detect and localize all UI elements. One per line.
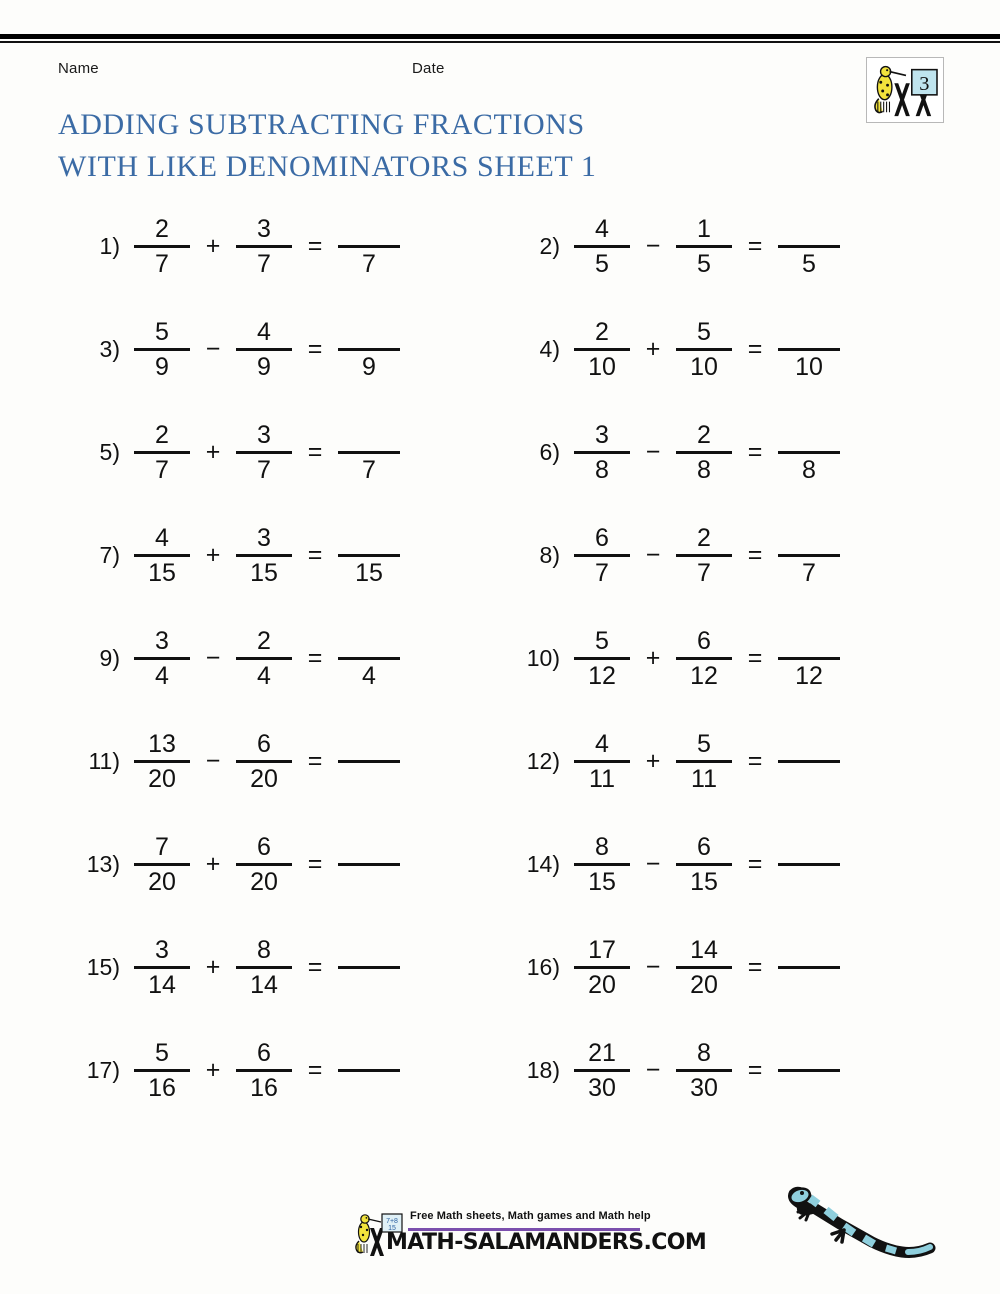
salamander-illustration (780, 1178, 940, 1260)
operand-b-denominator: 15 (690, 867, 718, 896)
operand-b-denominator: 5 (697, 249, 711, 278)
equals-symbol: = (307, 746, 323, 775)
operator-symbol: − (205, 643, 221, 672)
answer-denominator: 15 (355, 558, 383, 587)
operand-a-denominator: 30 (588, 1073, 616, 1102)
fraction-bar (574, 863, 630, 866)
equals-symbol: = (747, 643, 763, 672)
problem-number: 1) (99, 232, 120, 259)
fraction (676, 317, 732, 382)
fraction-bar (338, 451, 400, 454)
operand-a-denominator: 7 (155, 455, 169, 484)
fraction (574, 420, 630, 485)
worksheet-header (58, 60, 960, 84)
fraction-bar (236, 451, 292, 454)
answer-numerator-blank[interactable] (366, 626, 373, 656)
fraction (236, 729, 292, 794)
fraction-bar (236, 966, 292, 969)
problem-18 (518, 1020, 840, 1120)
answer-numerator-blank[interactable] (366, 317, 373, 347)
equals-symbol: = (307, 849, 323, 878)
answer-fraction[interactable] (338, 317, 400, 382)
answer-numerator-blank[interactable] (806, 523, 813, 553)
equals-symbol: = (747, 231, 763, 260)
fraction (134, 729, 190, 794)
operand-b-numerator: 6 (257, 1038, 271, 1067)
problem-number: 9) (99, 644, 120, 671)
operand-a-numerator: 5 (155, 1038, 169, 1067)
problem-number: 8) (539, 541, 560, 568)
math-salamanders-logo (866, 57, 944, 123)
operand-b-denominator: 7 (257, 249, 271, 278)
operand-a-denominator: 12 (588, 661, 616, 690)
svg-text:15: 15 (388, 1225, 396, 1232)
operand-a-denominator: 7 (595, 558, 609, 587)
problem-number: 10) (526, 644, 560, 671)
equals-symbol: = (307, 643, 323, 672)
operand-b-numerator: 14 (690, 935, 718, 964)
operand-a-denominator: 4 (155, 661, 169, 690)
answer-blank-line[interactable] (338, 834, 400, 894)
answer-rule (338, 760, 400, 763)
answer-denominator: 8 (802, 455, 816, 484)
operand-b-numerator: 2 (697, 420, 711, 449)
answer-denominator: 10 (795, 352, 823, 381)
operand-a-numerator: 8 (595, 832, 609, 861)
fraction (676, 1038, 732, 1103)
fraction-bar (778, 554, 840, 557)
fraction (236, 214, 292, 279)
equals-symbol: = (747, 746, 763, 775)
fraction-bar (574, 245, 630, 248)
fraction (676, 523, 732, 588)
answer-denominator: 5 (802, 249, 816, 278)
fraction (236, 317, 292, 382)
fraction-bar (778, 451, 840, 454)
fraction-bar (236, 554, 292, 557)
operator-symbol: + (205, 231, 221, 260)
fraction-bar (676, 966, 732, 969)
operand-b-numerator: 2 (697, 523, 711, 552)
operand-b-numerator: 2 (257, 626, 271, 655)
answer-fraction[interactable] (778, 214, 840, 279)
operator-symbol: − (645, 540, 661, 569)
answer-rule (778, 1069, 840, 1072)
fraction (676, 626, 732, 691)
answer-fraction[interactable] (338, 214, 400, 279)
operand-b-numerator: 6 (697, 832, 711, 861)
problem-11 (78, 711, 400, 811)
fraction-bar (134, 1069, 190, 1072)
operand-b-numerator: 1 (697, 214, 711, 243)
problem-row (0, 608, 1000, 711)
operand-a-denominator: 14 (148, 970, 176, 999)
fraction-bar (574, 1069, 630, 1072)
answer-numerator-blank[interactable] (806, 626, 813, 656)
fraction-bar (778, 657, 840, 660)
problem-16 (518, 917, 840, 1017)
fraction-bar (236, 760, 292, 763)
operand-a-numerator: 2 (595, 317, 609, 346)
fraction-bar (134, 657, 190, 660)
fraction-bar (574, 760, 630, 763)
operator-symbol: + (205, 540, 221, 569)
footer-tagline: Free Math sheets, Math games and Math help (410, 1210, 651, 1222)
operand-b-denominator: 20 (250, 764, 278, 793)
problem-number: 15) (86, 953, 120, 980)
fraction (134, 935, 190, 1000)
operand-b-denominator: 10 (690, 352, 718, 381)
operand-a-denominator: 7 (155, 249, 169, 278)
fraction (676, 832, 732, 897)
fraction (134, 523, 190, 588)
operand-b-numerator: 6 (257, 729, 271, 758)
answer-rule (338, 1069, 400, 1072)
problem-number: 16) (526, 953, 560, 980)
operator-symbol: + (205, 1055, 221, 1084)
answer-fraction[interactable] (778, 420, 840, 485)
fraction-bar (338, 348, 400, 351)
problem-number: 7) (99, 541, 120, 568)
operand-a-denominator: 20 (148, 764, 176, 793)
fraction-bar (338, 657, 400, 660)
problem-number: 13) (86, 850, 120, 877)
answer-rule (778, 863, 840, 866)
answer-fraction[interactable] (338, 626, 400, 691)
site-footer (352, 1206, 707, 1262)
operand-a-numerator: 2 (155, 420, 169, 449)
logo-artwork (867, 58, 943, 122)
operand-b-denominator: 20 (690, 970, 718, 999)
answer-blank-line[interactable] (778, 937, 840, 997)
operand-a-denominator: 16 (148, 1073, 176, 1102)
answer-blank-line[interactable] (778, 834, 840, 894)
operand-b-numerator: 5 (697, 729, 711, 758)
fraction (574, 626, 630, 691)
fraction-bar (236, 1069, 292, 1072)
fraction-bar (134, 966, 190, 969)
fraction-bar (676, 1069, 732, 1072)
answer-numerator-blank[interactable] (366, 420, 373, 450)
problem-2 (518, 196, 840, 296)
operand-a-numerator: 2 (155, 214, 169, 243)
fraction-bar (676, 760, 732, 763)
problem-list (0, 196, 1000, 1123)
operand-b-numerator: 8 (697, 1038, 711, 1067)
equals-symbol: = (307, 334, 323, 363)
answer-blank-line[interactable] (338, 731, 400, 791)
problem-10 (518, 608, 840, 708)
answer-numerator-blank[interactable] (806, 420, 813, 450)
operand-a-numerator: 4 (595, 729, 609, 758)
fraction (134, 626, 190, 691)
operand-a-denominator: 8 (595, 455, 609, 484)
fraction-bar (236, 348, 292, 351)
operand-b-numerator: 4 (257, 317, 271, 346)
equals-symbol: = (747, 437, 763, 466)
operator-symbol: − (205, 334, 221, 363)
problem-14 (518, 814, 840, 914)
operand-b-numerator: 6 (697, 626, 711, 655)
problem-number: 5) (99, 438, 120, 465)
fraction-bar (134, 760, 190, 763)
fraction-bar (676, 245, 732, 248)
operand-a-denominator: 20 (588, 970, 616, 999)
operand-a-numerator: 3 (155, 935, 169, 964)
fraction (236, 832, 292, 897)
answer-denominator: 7 (362, 249, 376, 278)
operand-a-numerator: 3 (155, 626, 169, 655)
name-label: Name (58, 60, 99, 77)
answer-rule (338, 966, 400, 969)
operand-a-numerator: 6 (595, 523, 609, 552)
answer-rule (338, 863, 400, 866)
problem-row (0, 196, 1000, 299)
operand-b-numerator: 3 (257, 420, 271, 449)
fraction-bar (676, 451, 732, 454)
operand-b-denominator: 7 (697, 558, 711, 587)
fraction (574, 1038, 630, 1103)
operand-b-numerator: 3 (257, 214, 271, 243)
page-top-rule (0, 34, 1000, 39)
answer-blank-line[interactable] (778, 1040, 840, 1100)
fraction (134, 832, 190, 897)
problem-number: 17) (86, 1056, 120, 1083)
problem-5 (78, 402, 400, 502)
fraction (134, 1038, 190, 1103)
fraction-bar (134, 451, 190, 454)
svg-text:7+8: 7+8 (386, 1218, 398, 1225)
operand-a-numerator: 5 (155, 317, 169, 346)
fraction-bar (778, 348, 840, 351)
fraction (676, 420, 732, 485)
operand-b-denominator: 30 (690, 1073, 718, 1102)
operand-a-numerator: 17 (588, 935, 616, 964)
answer-numerator-blank[interactable] (366, 523, 373, 553)
fraction-bar (574, 657, 630, 660)
operand-b-numerator: 8 (257, 935, 271, 964)
fraction-bar (134, 348, 190, 351)
operand-b-denominator: 8 (697, 455, 711, 484)
fraction-bar (676, 657, 732, 660)
fraction-bar (236, 657, 292, 660)
operand-b-denominator: 12 (690, 661, 718, 690)
operator-symbol: + (205, 849, 221, 878)
operand-b-denominator: 4 (257, 661, 271, 690)
problem-row (0, 1020, 1000, 1123)
fraction (574, 832, 630, 897)
operand-b-denominator: 14 (250, 970, 278, 999)
problem-number: 2) (539, 232, 560, 259)
fraction-bar (236, 863, 292, 866)
answer-denominator: 9 (362, 352, 376, 381)
fraction (574, 317, 630, 382)
equals-symbol: = (747, 849, 763, 878)
answer-fraction[interactable] (778, 317, 840, 382)
fraction-bar (574, 966, 630, 969)
fraction-bar (338, 554, 400, 557)
fraction (236, 523, 292, 588)
fraction (676, 935, 732, 1000)
fraction-bar (574, 554, 630, 557)
problem-number: 4) (539, 335, 560, 362)
fraction-bar (236, 245, 292, 248)
problem-row (0, 917, 1000, 1020)
operand-a-numerator: 4 (595, 214, 609, 243)
fraction (574, 729, 630, 794)
fraction-bar (676, 554, 732, 557)
operator-symbol: − (645, 849, 661, 878)
title-line-2: WITH LIKE DENOMINATORS SHEET 1 (58, 150, 597, 183)
fraction (134, 317, 190, 382)
answer-fraction[interactable] (778, 523, 840, 588)
equals-symbol: = (747, 1055, 763, 1084)
operand-b-numerator: 3 (257, 523, 271, 552)
fraction-bar (574, 348, 630, 351)
operand-a-denominator: 15 (588, 867, 616, 896)
equals-symbol: = (307, 437, 323, 466)
operator-symbol: + (645, 746, 661, 775)
answer-blank-line[interactable] (338, 1040, 400, 1100)
problem-15 (78, 917, 400, 1017)
problem-row (0, 505, 1000, 608)
answer-fraction[interactable] (778, 626, 840, 691)
operator-symbol: + (205, 952, 221, 981)
operand-a-numerator: 4 (155, 523, 169, 552)
equals-symbol: = (747, 334, 763, 363)
fraction (134, 214, 190, 279)
operand-b-denominator: 7 (257, 455, 271, 484)
operand-a-denominator: 5 (595, 249, 609, 278)
fraction (134, 420, 190, 485)
operator-symbol: − (645, 437, 661, 466)
operand-a-denominator: 11 (589, 764, 615, 793)
problem-3 (78, 299, 400, 399)
operand-a-denominator: 9 (155, 352, 169, 381)
answer-fraction[interactable] (338, 523, 400, 588)
fraction (676, 729, 732, 794)
operator-symbol: − (645, 952, 661, 981)
operand-b-denominator: 11 (691, 764, 717, 793)
fraction-bar (574, 451, 630, 454)
problem-9 (78, 608, 400, 708)
operand-a-numerator: 21 (588, 1038, 616, 1067)
operand-b-denominator: 16 (250, 1073, 278, 1102)
title-line-1: ADDING SUBTRACTING FRACTIONS (58, 108, 585, 141)
operator-symbol: − (645, 1055, 661, 1084)
answer-numerator-blank[interactable] (806, 317, 813, 347)
operand-a-denominator: 15 (148, 558, 176, 587)
equals-symbol: = (747, 952, 763, 981)
operand-a-numerator: 5 (595, 626, 609, 655)
fraction-bar (778, 245, 840, 248)
answer-denominator: 12 (795, 661, 823, 690)
fraction (676, 214, 732, 279)
problem-row (0, 814, 1000, 917)
answer-denominator: 7 (362, 455, 376, 484)
equals-symbol: = (307, 952, 323, 981)
operand-a-numerator: 7 (155, 832, 169, 861)
answer-denominator: 4 (362, 661, 376, 690)
problem-number: 14) (526, 850, 560, 877)
operator-symbol: − (205, 746, 221, 775)
problem-7 (78, 505, 400, 605)
equals-symbol: = (307, 540, 323, 569)
fraction-bar (338, 245, 400, 248)
operand-a-denominator: 10 (588, 352, 616, 381)
fraction-bar (134, 554, 190, 557)
fraction (574, 935, 630, 1000)
answer-numerator-blank[interactable] (806, 214, 813, 244)
fraction-bar (134, 863, 190, 866)
operand-a-numerator: 13 (148, 729, 176, 758)
fraction (236, 420, 292, 485)
answer-denominator: 7 (802, 558, 816, 587)
page-title (58, 104, 818, 188)
date-label: Date (412, 60, 445, 77)
operand-b-numerator: 6 (257, 832, 271, 861)
operator-symbol: + (205, 437, 221, 466)
problem-number: 18) (526, 1056, 560, 1083)
operand-b-numerator: 5 (697, 317, 711, 346)
problem-number: 11) (88, 747, 120, 774)
fraction (236, 1038, 292, 1103)
fraction (236, 626, 292, 691)
equals-symbol: = (307, 1055, 323, 1084)
operand-a-numerator: 3 (595, 420, 609, 449)
problem-number: 6) (539, 438, 560, 465)
operator-symbol: + (645, 643, 661, 672)
answer-rule (778, 760, 840, 763)
logo-board-number: 3 (919, 73, 930, 95)
problem-4 (518, 299, 840, 399)
fraction-bar (676, 863, 732, 866)
problem-number: 3) (99, 335, 120, 362)
operand-b-denominator: 20 (250, 867, 278, 896)
operator-symbol: − (645, 231, 661, 260)
answer-blank-line[interactable] (338, 937, 400, 997)
problem-17 (78, 1020, 400, 1120)
problem-12 (518, 711, 840, 811)
operator-symbol: + (645, 334, 661, 363)
operand-a-denominator: 20 (148, 867, 176, 896)
equals-symbol: = (747, 540, 763, 569)
problem-6 (518, 402, 840, 502)
problem-13 (78, 814, 400, 914)
answer-numerator-blank[interactable] (366, 214, 373, 244)
fraction (574, 214, 630, 279)
footer-domain: MATH-SALAMANDERS.COM (386, 1230, 707, 1255)
problem-row (0, 711, 1000, 814)
answer-blank-line[interactable] (778, 731, 840, 791)
problem-8 (518, 505, 840, 605)
problem-row (0, 299, 1000, 402)
problem-number: 12) (526, 747, 560, 774)
problem-row (0, 402, 1000, 505)
problem-1 (78, 196, 400, 296)
operand-b-denominator: 15 (250, 558, 278, 587)
fraction (574, 523, 630, 588)
fraction (236, 935, 292, 1000)
fraction-bar (134, 245, 190, 248)
equals-symbol: = (307, 231, 323, 260)
operand-b-denominator: 9 (257, 352, 271, 381)
fraction-bar (676, 348, 732, 351)
answer-rule (778, 966, 840, 969)
page-top-rule-thin (0, 41, 1000, 43)
answer-fraction[interactable] (338, 420, 400, 485)
